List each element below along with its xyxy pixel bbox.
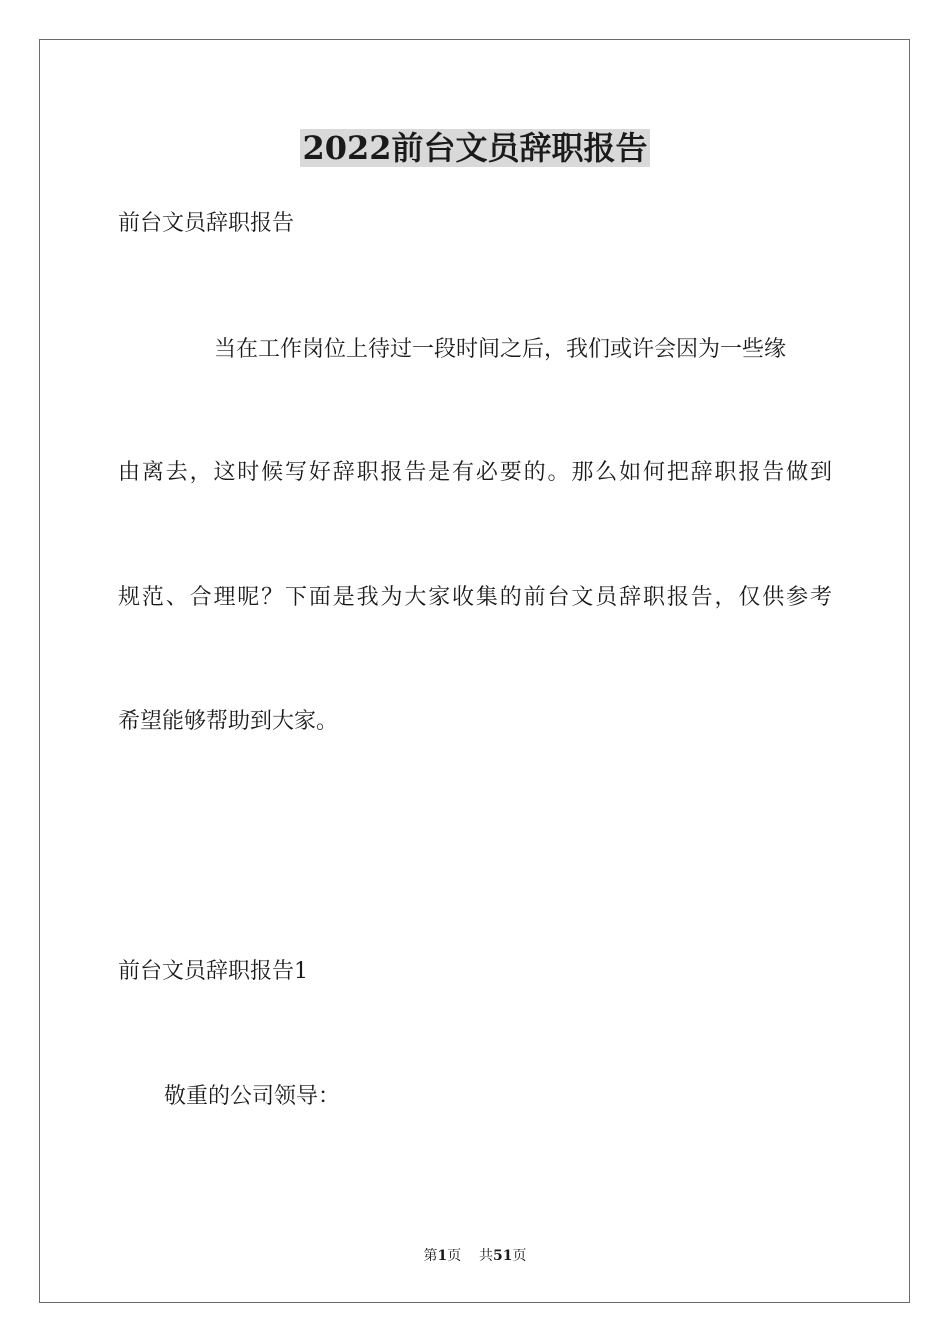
document-subtitle: 前台文员辞职报告 bbox=[118, 211, 295, 236]
intro-line-2: 由离去，这时候写好辞职报告是有必要的。那么如何把辞职报告做到 bbox=[118, 460, 832, 485]
page-prefix: 第 bbox=[423, 1248, 438, 1264]
page-number: 1 bbox=[437, 1248, 448, 1264]
page-footer bbox=[0, 1246, 950, 1266]
section-heading: 前台文员辞职报告1 bbox=[118, 959, 308, 984]
intro-line-4: 希望能够帮助到大家。 bbox=[118, 709, 339, 734]
intro-line-3: 规范、合理呢？下面是我为大家收集的前台文员辞职报告，仅供参考 bbox=[118, 585, 832, 610]
page-suffix: 页 bbox=[447, 1248, 462, 1264]
total-pages: 51 bbox=[493, 1248, 513, 1264]
document-title-text: 2022前台文员辞职报告 bbox=[302, 129, 648, 167]
document-title bbox=[0, 126, 950, 170]
salutation: 敬重的公司领导： bbox=[164, 1084, 341, 1109]
intro-line-1: 当在工作岗位上待过一段时间之后，我们或许会因为一些缘 bbox=[214, 337, 787, 362]
total-prefix: 共 bbox=[479, 1248, 494, 1264]
total-suffix: 页 bbox=[512, 1248, 527, 1264]
